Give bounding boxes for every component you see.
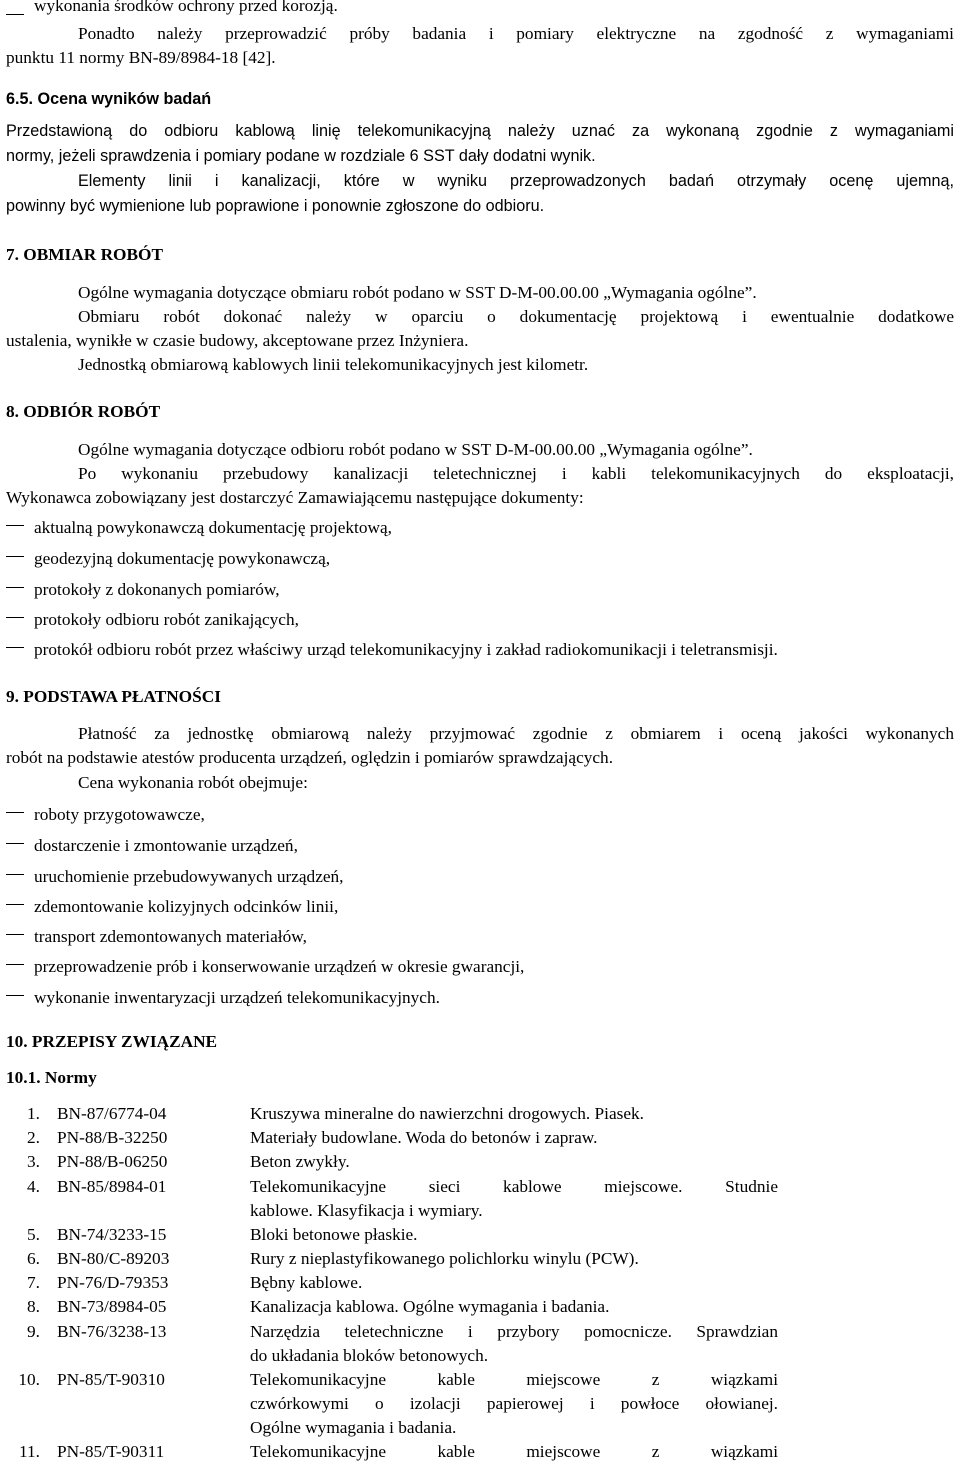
paragraph-line: Po wykonaniu przebudowy kanalizacji teletechnicznej i kabli telekomunikacyjnych do eksploatacji, — [78, 464, 954, 483]
norm-number: 5. — [27, 1225, 40, 1244]
norm-code: PN-88/B-06250 — [57, 1152, 168, 1171]
norm-number: 10. — [18, 1370, 40, 1389]
paragraph-line: Ogólne wymagania dotyczące obmiaru robót podano w SST D-M-00.00.00 „Wymagania ogólne”. — [78, 283, 757, 302]
norm-number: 8. — [27, 1297, 40, 1316]
list-item: wykonania środków ochrony przed korozją. — [34, 0, 338, 15]
norm-description: Kruszywa mineralne do nawierzchni drogowych. Piasek. — [250, 1104, 644, 1123]
list-dash — [6, 934, 24, 935]
list-dash — [6, 617, 24, 618]
norm-description: kablowe. Klasyfikacja i wymiary. — [250, 1201, 483, 1220]
norm-code: BN-74/3233-15 — [57, 1225, 167, 1244]
section-heading: 9. PODSTAWA PŁATNOŚCI — [6, 687, 221, 706]
norm-description: Beton zwykły. — [250, 1152, 350, 1171]
norm-description: Bębny kablowe. — [250, 1273, 363, 1292]
list-item: transport zdemontowanych materiałów, — [34, 927, 307, 946]
norm-number: 3. — [27, 1152, 40, 1171]
list-item: aktualną powykonawczą dokumentację projektową, — [34, 518, 392, 537]
list-dash — [6, 904, 24, 905]
norm-code: PN-85/T-90311 — [57, 1442, 165, 1461]
list-item: dostarczenie i zmontowanie urządzeń, — [34, 836, 298, 855]
list-item: wykonanie inwentaryzacji urządzeń telekomunikacyjnych. — [34, 988, 440, 1007]
norm-description: Telekomunikacyjne kable miejscowe z wiązkami — [250, 1442, 778, 1461]
norm-code: BN-76/3238-13 — [57, 1322, 167, 1341]
subsection-heading: 10.1. Normy — [6, 1068, 97, 1087]
paragraph-line: Cena wykonania robót obejmuje: — [78, 773, 308, 792]
norm-number: 6. — [27, 1249, 40, 1268]
list-dash — [6, 14, 24, 15]
norm-description: Telekomunikacyjne sieci kablowe miejscowe. Studnie — [250, 1177, 778, 1196]
section-heading: 6.5. Ocena wyników badań — [6, 90, 212, 108]
norm-code: PN-88/B-32250 — [57, 1128, 168, 1147]
list-dash — [6, 964, 24, 965]
list-item: roboty przygotowawcze, — [34, 805, 205, 824]
list-item: protokoły z dokonanych pomiarów, — [34, 580, 280, 599]
norm-description: Rury z nieplastyfikowanego polichlorku winylu (PCW). — [250, 1249, 639, 1268]
paragraph-line: Ogólne wymagania dotyczące odbioru robót podano w SST D-M-00.00.00 „Wymagania ogólne”. — [78, 440, 753, 459]
paragraph-line: Elementy linii i kanalizacji, które w wyniku przeprowadzonych badań otrzymały ocenę ujemną, — [78, 172, 954, 190]
list-dash — [6, 587, 24, 588]
paragraph-line: punktu 11 normy BN-89/8984-18 [42]. — [6, 48, 276, 67]
norm-description: Narzędzia teletechniczne i przybory pomocnicze. Sprawdzian — [250, 1322, 778, 1341]
norm-code: BN-80/C-89203 — [57, 1249, 170, 1268]
paragraph-line: Wykonawca zobowiązany jest dostarczyć Zamawiającemu następujące dokumenty: — [6, 488, 584, 507]
section-heading: 7. OBMIAR ROBÓT — [6, 245, 163, 264]
norm-description: Ogólne wymagania i badania. — [250, 1418, 457, 1437]
norm-description: Kanalizacja kablowa. Ogólne wymagania i badania. — [250, 1297, 610, 1316]
paragraph-line: Jednostką obmiarową kablowych linii telekomunikacyjnych jest kilometr. — [78, 355, 589, 374]
list-dash — [6, 525, 24, 526]
list-dash — [6, 556, 24, 557]
norm-description: Materiały budowlane. Woda do betonów i zapraw. — [250, 1128, 598, 1147]
paragraph-line: ustalenia, wynikłe w czasie budowy, akceptowane przez Inżyniera. — [6, 331, 469, 350]
norm-code: BN-87/6774-04 — [57, 1104, 167, 1123]
list-item: protokoły odbioru robót zanikających, — [34, 610, 299, 629]
paragraph-line: normy, jeżeli sprawdzenia i pomiary podane w rozdziale 6 SST dały dodatni wynik. — [6, 147, 596, 165]
section-heading: 10. PRZEPISY ZWIĄZANE — [6, 1032, 218, 1051]
list-item: zdemontowanie kolizyjnych odcinków linii, — [34, 897, 339, 916]
norm-code: BN-85/8984-01 — [57, 1177, 167, 1196]
list-dash — [6, 874, 24, 875]
norm-code: PN-85/T-90310 — [57, 1370, 165, 1389]
paragraph-line: Przedstawioną do odbioru kablową linię telekomunikacyjną należy uznać za wykonaną zgodnie z wymaganiami — [6, 122, 954, 140]
norm-number: 9. — [27, 1322, 40, 1341]
list-dash — [6, 647, 24, 648]
paragraph-line: Obmiaru robót dokonać należy w oparciu o dokumentację projektową i ewentualnie dodatkowe — [78, 307, 954, 326]
list-item: uruchomienie przebudowywanych urządzeń, — [34, 867, 344, 886]
section-heading: 8. ODBIÓR ROBÓT — [6, 402, 161, 421]
paragraph-line: Ponadto należy przeprowadzić próby badania i pomiary elektryczne na zgodność z wymaganiami — [78, 24, 954, 43]
norm-description: Telekomunikacyjne kable miejscowe z wiązkami — [250, 1370, 778, 1389]
norm-code: BN-73/8984-05 — [57, 1297, 167, 1316]
list-item: przeprowadzenie prób i konserwowanie urządzeń w okresie gwarancji, — [34, 957, 525, 976]
norm-number: 1. — [27, 1104, 40, 1123]
paragraph-line: powinny być wymienione lub poprawione i ponownie zgłoszone do odbioru. — [6, 197, 545, 215]
paragraph-line: robót na podstawie atestów producenta urządzeń, oględzin i pomiarów sprawdzających. — [6, 748, 614, 767]
list-dash — [6, 995, 24, 996]
paragraph-line: Płatność za jednostkę obmiarową należy przyjmować zgodnie z obmiarem i oceną jakości wykonanych — [78, 724, 954, 743]
list-dash — [6, 843, 24, 844]
norm-number: 2. — [27, 1128, 40, 1147]
norm-number: 7. — [27, 1273, 40, 1292]
norm-code: PN-76/D-79353 — [57, 1273, 169, 1292]
norm-number: 4. — [27, 1177, 40, 1196]
list-item: protokół odbioru robót przez właściwy urząd telekomunikacyjny i zakład radiokomunikacji i teletransmisji. — [34, 640, 778, 659]
norm-description: do układania bloków betonowych. — [250, 1346, 489, 1365]
norm-description: Bloki betonowe płaskie. — [250, 1225, 418, 1244]
norm-description: czwórkowymi o izolacji papierowej i powłoce ołowianej. — [250, 1394, 778, 1413]
list-dash — [6, 812, 24, 813]
list-item: geodezyjną dokumentację powykonawczą, — [34, 549, 331, 568]
norm-number: 11. — [19, 1442, 40, 1461]
